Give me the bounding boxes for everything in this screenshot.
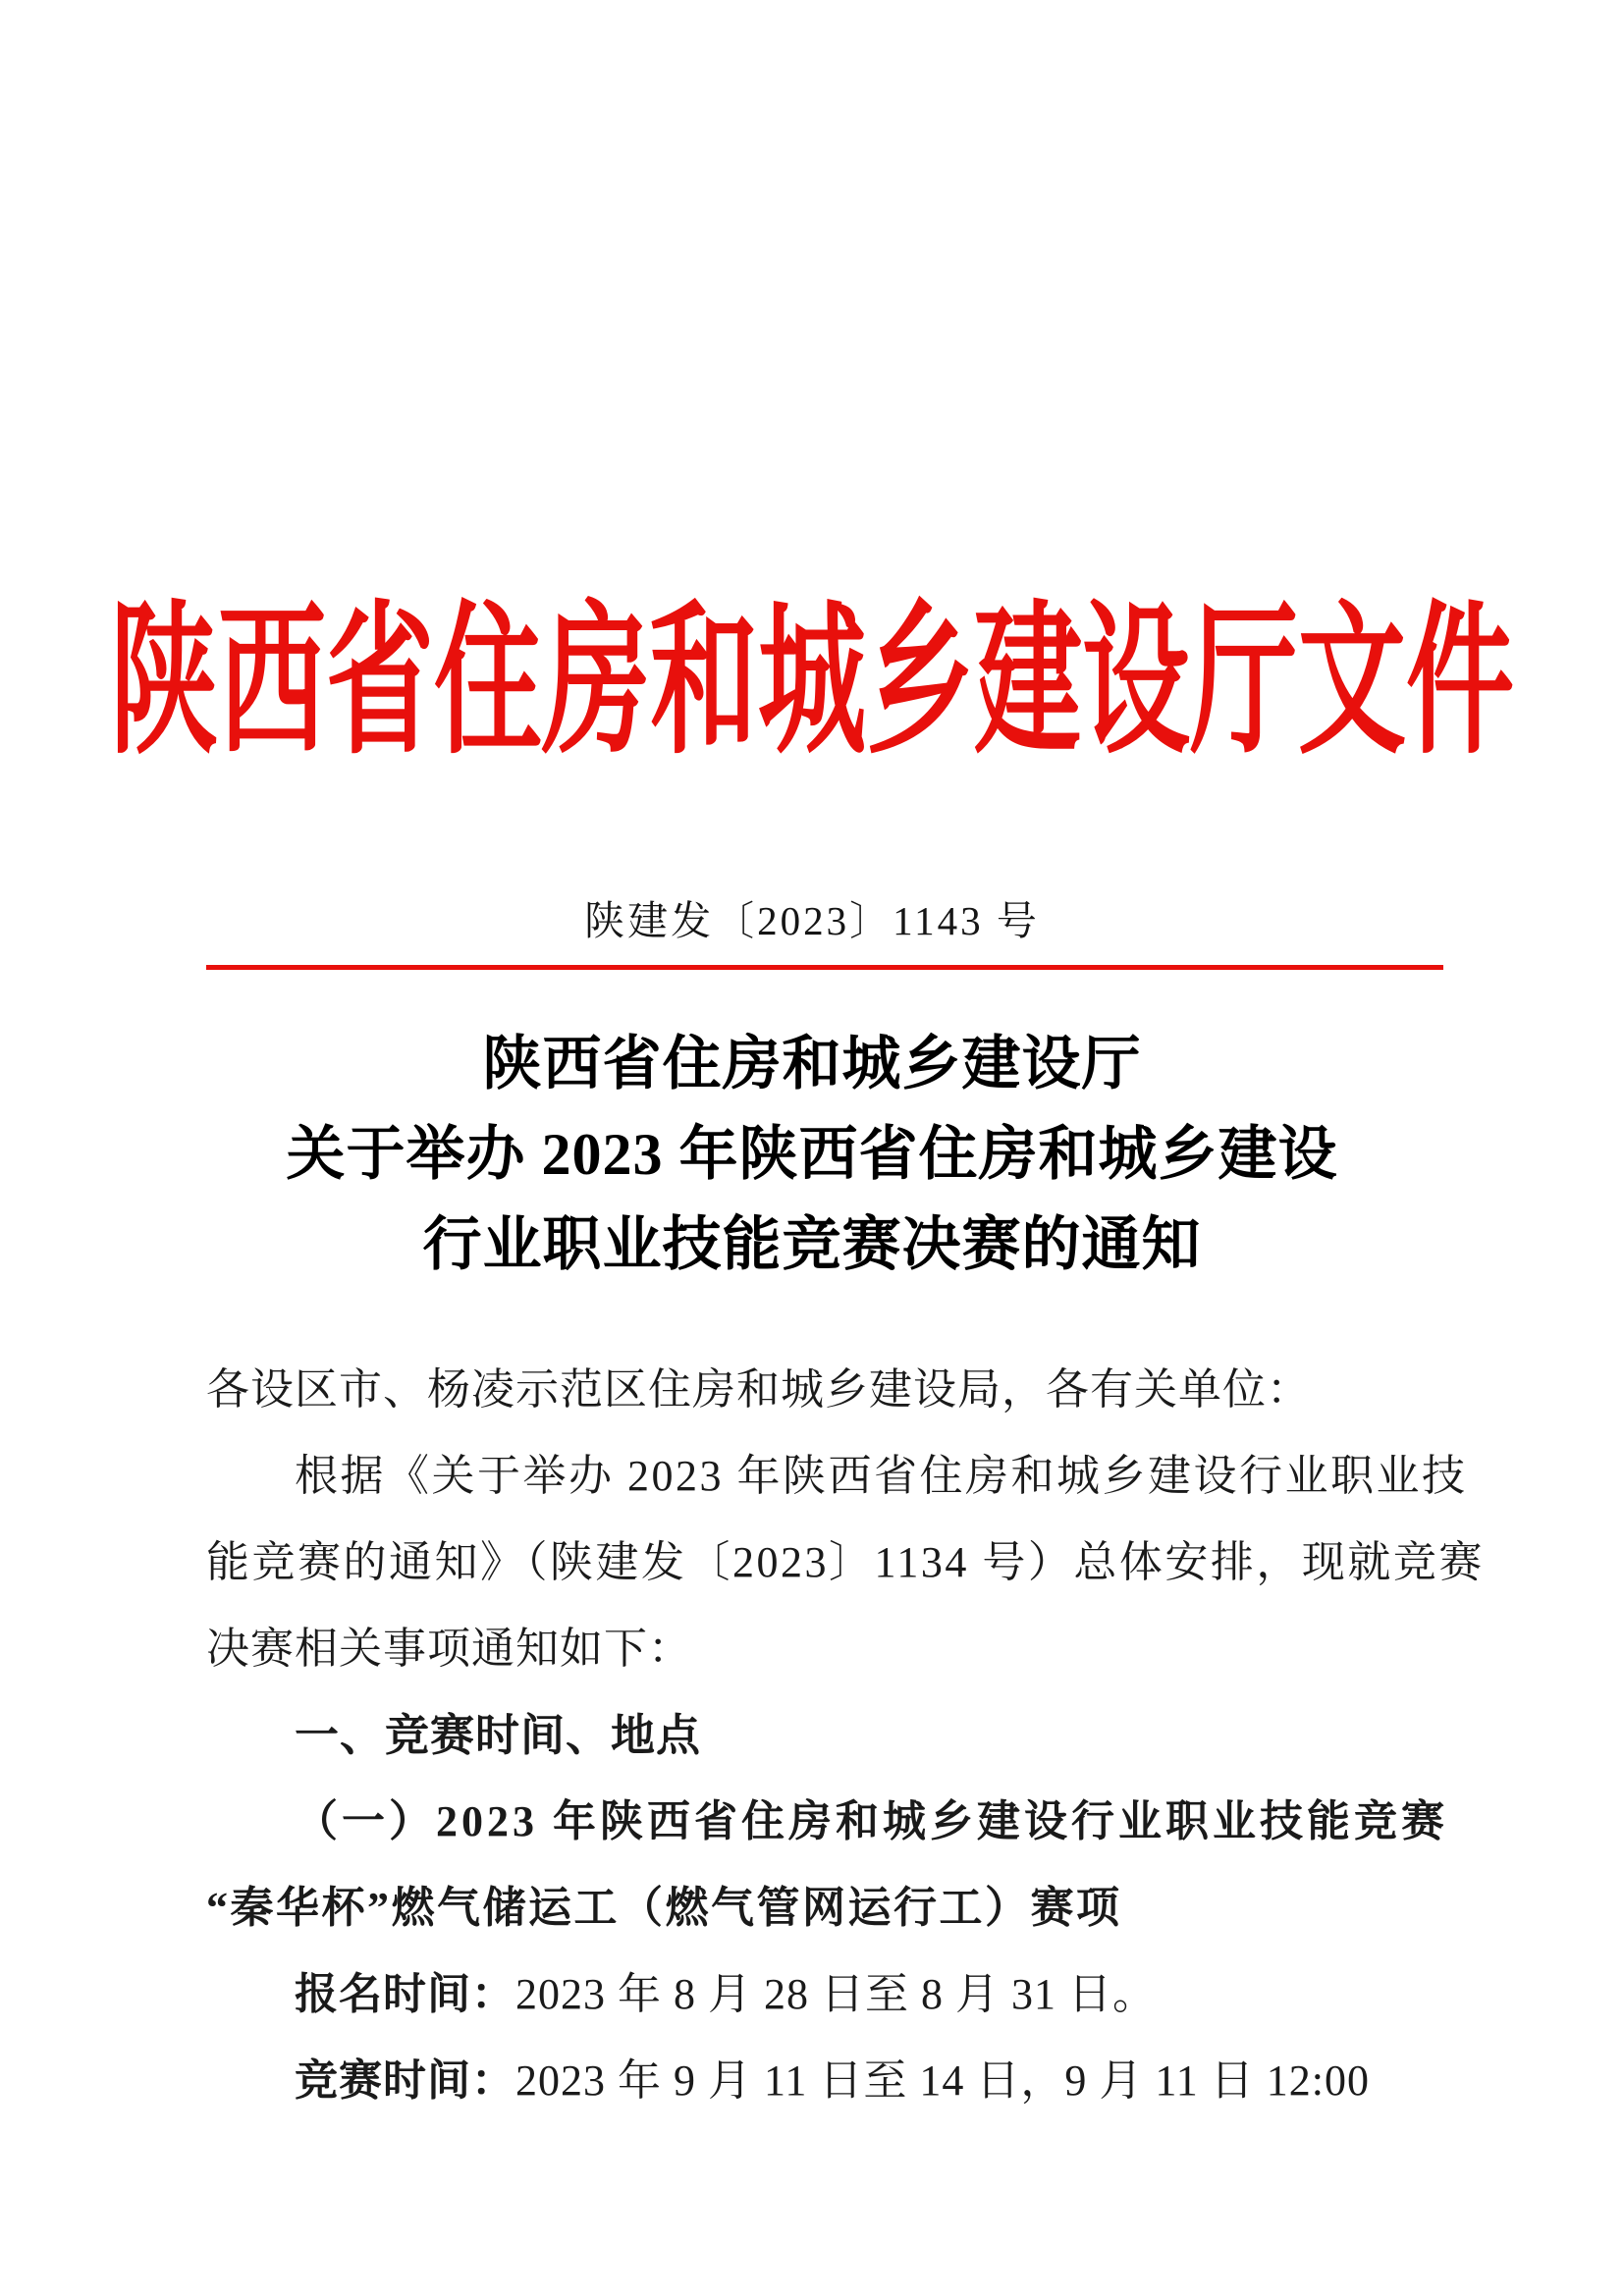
document-body [206, 1347, 1485, 2124]
competition-time-label: 竞赛时间： [295, 2056, 515, 2105]
notice-title-line3: 行业职业技能竞赛决赛的通知 [422, 1212, 1202, 1277]
document-number: 陕建发〔2023〕1143 号 [584, 898, 1040, 943]
paragraph1-line3: 决赛相关事项通知如下： [206, 1625, 692, 1673]
section1-heading: 一、竞赛时间、地点 [295, 1710, 702, 1760]
registration-time-label: 报名时间： [295, 1970, 515, 2018]
competition-time-value: 2023 年 9 月 11 日至 14 日，9 月 11 日 12:00 [515, 2056, 1370, 2105]
salutation-line: 各设区市、杨凌示范区住房和城乡建设局，各有关单位： [206, 1365, 1311, 1414]
notice-title-line2: 关于举办 2023 年陕西省住房和城乡建设 [286, 1122, 1338, 1187]
competition-time-line [206, 2038, 1453, 2124]
notice-title [193, 1019, 1431, 1290]
item1-title-line1: （一）2023 年陕西省住房和城乡建设行业职业技能竞赛 [295, 1797, 1448, 1845]
registration-time-line [206, 1951, 1453, 2038]
red-divider-line [206, 965, 1443, 970]
paragraph1-line2: 能竞赛的通知》（陕建发〔2023〕1134 号）总体安排，现就竞赛 [206, 1538, 1485, 1586]
agency-banner-title: 陕西省住房和城乡建设厅文件 [110, 591, 1514, 774]
notice-title-line1: 陕西省住房和城乡建设厅 [482, 1032, 1142, 1096]
registration-time-value: 2023 年 8 月 28 日至 8 月 31 日。 [515, 1970, 1157, 2018]
paragraph1-line1: 根据《关于举办 2023 年陕西省住房和城乡建设行业职业技 [295, 1452, 1468, 1500]
red-header-banner [0, 550, 1624, 785]
item1-title-line2: “秦华杯”燃气储运工（燃气管网运行工）赛项 [206, 1884, 1122, 1932]
